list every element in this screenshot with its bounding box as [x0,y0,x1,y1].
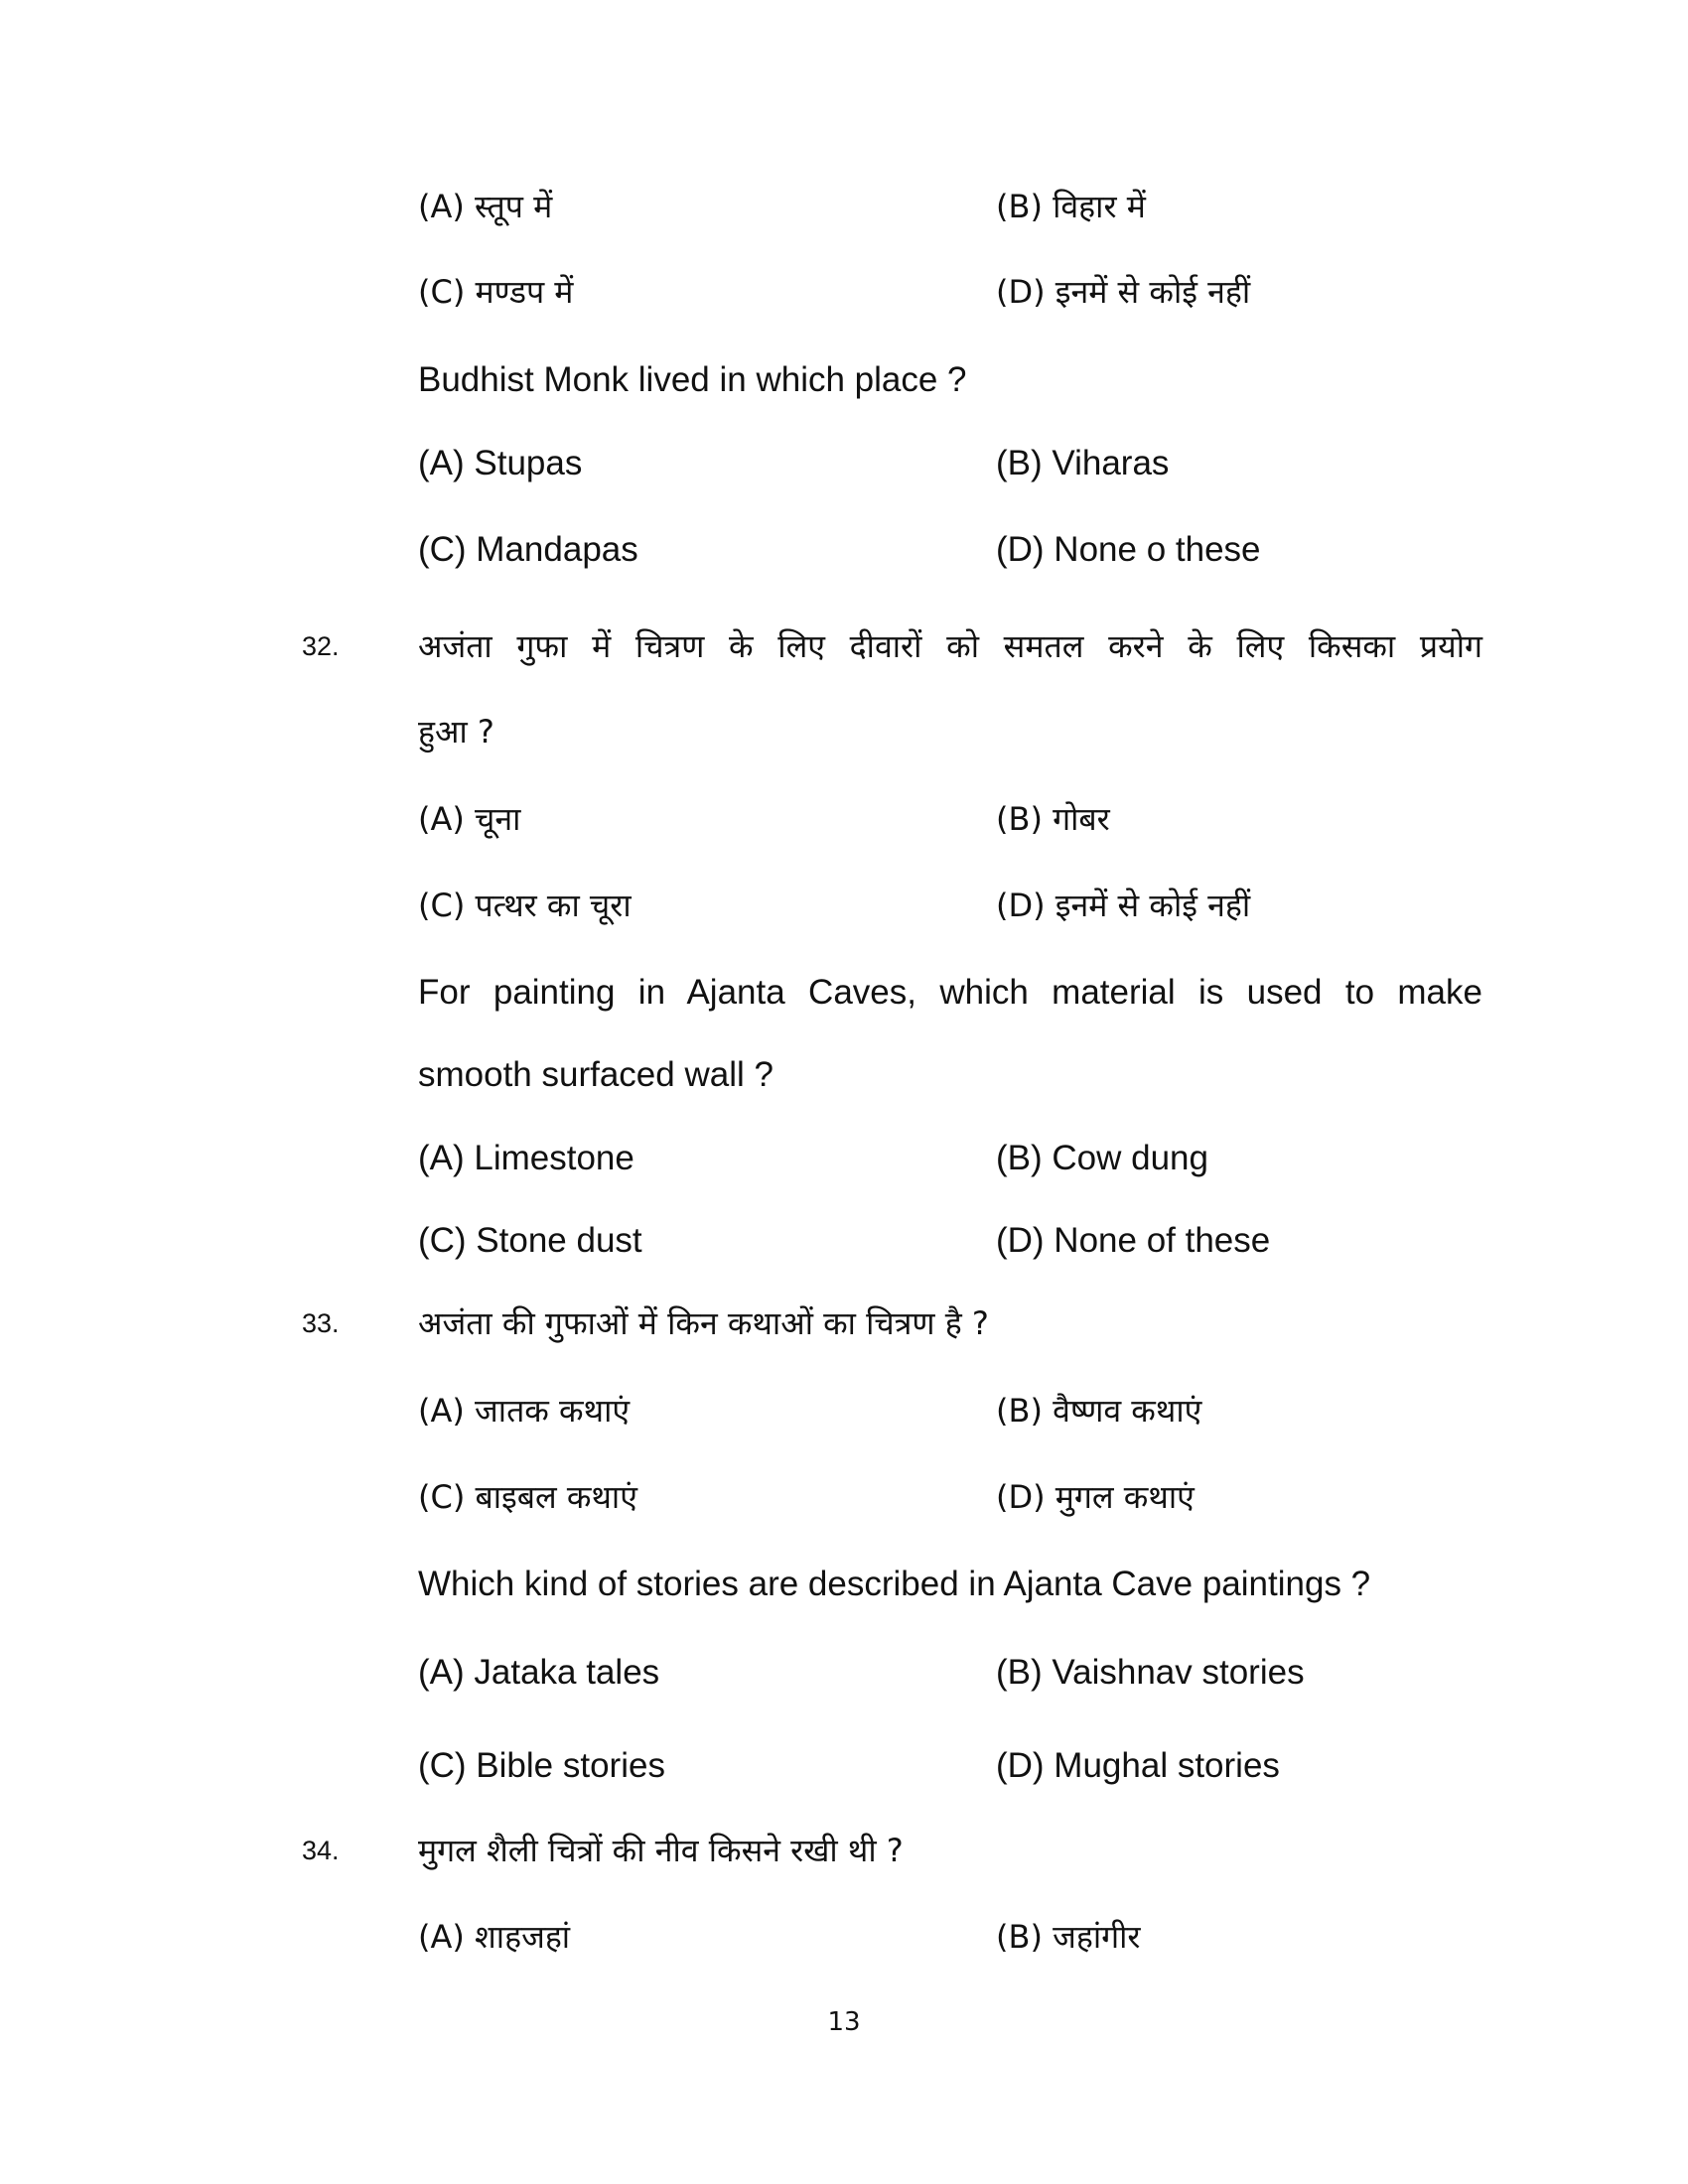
q32-english-option-a: (A) Limestone [418,1139,634,1177]
q34-hindi-option-a: (A) शाहजहां [418,1918,571,1956]
q31-hindi-option-d: (D) इनमें से कोई नहीं [996,273,1251,311]
q33-english-option-a: (A) Jataka tales [418,1653,660,1692]
q32-hindi-option-a: (A) चूना [418,800,521,838]
q32-number: 32. [302,631,340,661]
q32-hindi-option-c: (C) पत्थर का चूरा [418,887,632,924]
q32-english-option-c: (C) Stone dust [418,1221,642,1260]
q33-english-question: Which kind of stories are described in Ajanta Cave paintings ? [418,1565,1371,1603]
q32-english-option-d: (D) None of these [996,1221,1271,1260]
q33-number: 33. [302,1308,340,1338]
q34-number: 34. [302,1836,340,1865]
q32-hindi-option-d: (D) इनमें से कोई नहीं [996,887,1251,924]
q33-hindi-option-a: (A) जातक कथाएं [418,1392,631,1430]
q31-english-option-b: (B) Viharas [996,444,1170,482]
q31-english-option-a: (A) Stupas [418,444,583,482]
q33-english-option-b: (B) Vaishnav stories [996,1653,1305,1692]
q32-english-question-line2: smooth surfaced wall ? [418,1055,774,1094]
q33-hindi-option-b: (B) वैष्णव कथाएं [996,1392,1202,1430]
q33-english-option-d: (D) Mughal stories [996,1746,1280,1785]
q32-hindi-question-line2: हुआ ? [418,713,494,751]
q33-hindi-option-d: (D) मुगल कथाएं [996,1478,1195,1516]
q32-english-question-line1: For painting in Ajanta Caves, which material is used to make [418,973,1482,1012]
q32-hindi-option-b: (B) गोबर [996,800,1110,838]
q31-english-option-d: (D) None o these [996,530,1261,569]
q32-hindi-question-line1: अजंता गुफा में चित्रण के लिए दीवारों को समतल करने के लिए किसका प्रयोग [418,627,1482,665]
q34-hindi-option-b: (B) जहांगीर [996,1918,1141,1956]
q32-english-option-b: (B) Cow dung [996,1139,1208,1177]
q31-english-question: Budhist Monk lived in which place ? [418,360,967,399]
q31-english-option-c: (C) Mandapas [418,530,638,569]
q33-english-option-c: (C) Bible stories [418,1746,665,1785]
q33-hindi-question: अजंता की गुफाओं में किन कथाओं का चित्रण है ? [418,1304,989,1342]
q31-hindi-option-c: (C) मण्डप में [418,273,574,311]
q33-hindi-option-c: (C) बाइबल कथाएं [418,1478,637,1516]
q31-hindi-option-a: (A) स्तूप में [418,188,553,225]
q34-hindi-question: मुगल शैली चित्रों की नीव किसने रखी थी ? [418,1832,904,1869]
page-number: 13 [827,2007,861,2037]
q31-hindi-option-b: (B) विहार में [996,188,1146,225]
